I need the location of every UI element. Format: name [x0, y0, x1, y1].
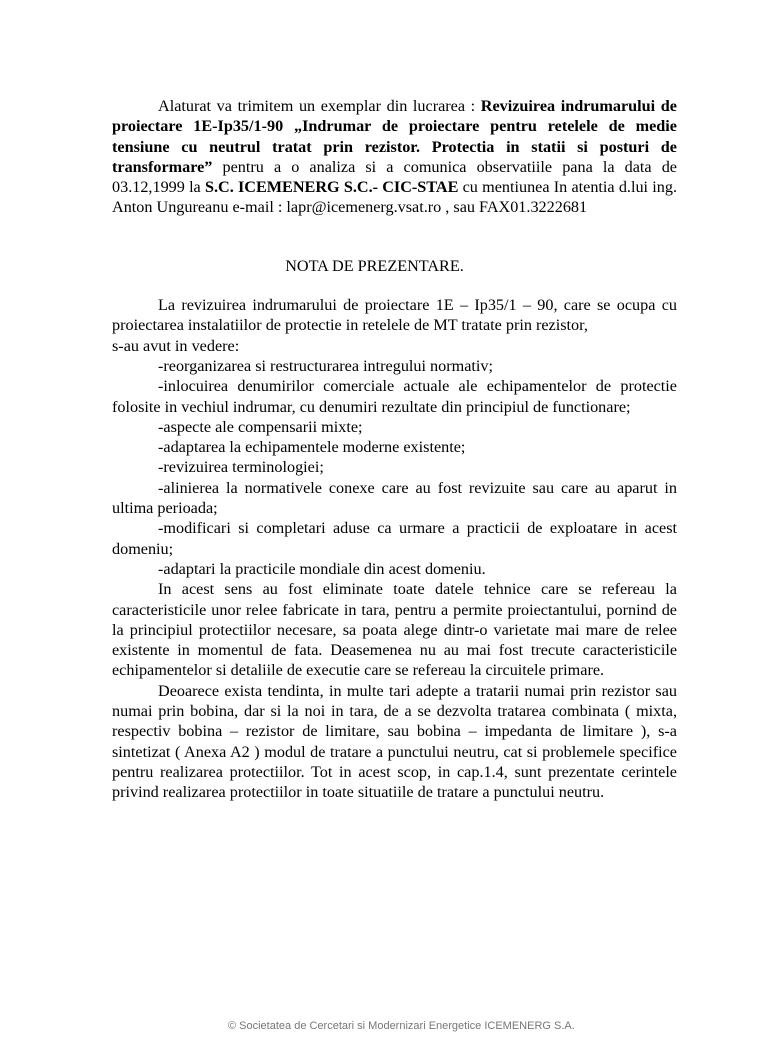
paragraph-sens: In acest sens au fost eliminate toate datele tehnice care se refereau la caracteristicile unor relee fabricate in tara, pentru a permite proiectantului, pornind de la principiul protectiilor necesare, sa poata alege dintr-o varietate mai mare de relee existente in momentul de fata. Deasemenea nu au mai fost trecute caracteristicile echipamentelor si detaliile de executie care se refereau la circuitele primare.	[112, 580, 677, 680]
section-title: NOTA DE PREZENTARE.	[285, 256, 464, 275]
intro-text-3: cu mentiunea In atentia d.lui ing. Anton Ungureanu e-mail : lapr@icemenerg.vsat.ro , sau FAX01.3222681	[112, 178, 677, 217]
intro-text-1: Alaturat va trimitem un exemplar din lucrarea :	[158, 97, 481, 115]
lead-paragraph: La revizuirea indrumarului de proiectare 1E – Ip35/1 – 90, care se ocupa cu proiectarea instalatiilor de protectie in retelele de MT tratate prin rezistor,	[112, 296, 677, 335]
list-item: -alinierea la normativele conexe care au fost revizuite sau care au aparut in ultima perioada;	[112, 478, 677, 518]
list-item: -revizuirea terminologiei;	[158, 458, 324, 477]
list-item: -modificari si completari aduse ca urmare a practicii de exploatare in acest domeniu;	[112, 519, 677, 558]
list-item: -aspecte ale compensarii mixte;	[158, 417, 363, 436]
page-footer: © Societatea de Cercetari si Modernizari Energetice ICEMENERG S.A.	[228, 1020, 575, 1032]
list-item: -adaptarea la echipamentele moderne existente;	[158, 438, 466, 457]
intro-bold-org: S.C. ICEMENERG S.C.- CIC-STAE	[204, 178, 459, 197]
list-item: -adaptari la practicile mondiale din acest domeniu.	[158, 559, 486, 578]
list-item: -reorganizarea si restructurarea intregului normativ;	[158, 356, 493, 375]
lead-paragraph-continued: s-au avut in vedere:	[112, 336, 240, 355]
intro-paragraph	[112, 96, 677, 218]
document-body	[112, 96, 677, 803]
paragraph-tendinta: Deoarece exista tendinta, in multe tari adepte a tratarii numai prin rezistor sau numai prin bobina, dar si la noi in tara, de a se dezvolta tratarea combinata ( mixta, respectiv bobina – rezistor de limitare, sau bobina – impedanta de limitare ), s-a sintetizat ( Anexa A2 ) modul de tratare a punctului neutru, cat si problemele specifice pentru realizarea protectiilor. Tot in acest scop, in cap.1.4, sunt prezentate cerintele privind realizarea protectiilor in toate situatiile de tratare a punctului neutru.	[112, 681, 677, 802]
intro-text-2: pentru a o analiza si a comunica observatiile pana la data de 03.12,1999 la	[112, 157, 677, 197]
intro-bold-title: Revizuirea indrumarului de proiectare 1E-Ip35/1-90 „Indrumar de proiectare pentru retelele de medie tensiune cu neutrul tratat prin rezistor. Protectia in statii si posturi de transformare”	[112, 97, 677, 176]
list-item: -inlocuirea denumirilor comerciale actuale ale echipamentelor de protectie folosite in vechiul indrumar, cu denumiri rezultate din principiul de functionare;	[112, 377, 677, 416]
